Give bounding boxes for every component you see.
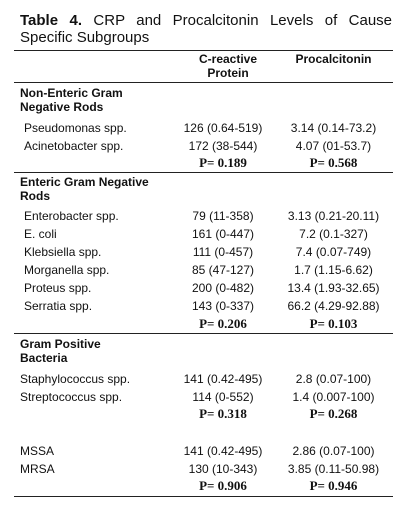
row-crp: 172 (38-544)	[188, 139, 258, 153]
p-value-pct: P= 0.946	[309, 478, 358, 493]
row-pct: 3.14 (0.14-73.2)	[290, 121, 377, 135]
row-name: Staphylococcus spp.	[20, 372, 131, 386]
row-crp: 79 (11-358)	[192, 209, 254, 223]
table-caption	[20, 12, 392, 46]
table-label: Table 4.	[20, 12, 82, 29]
row-pct: 3.85 (0.11-50.98)	[287, 462, 380, 476]
row-pct: 2.8 (0.07-100)	[295, 372, 372, 386]
row-pct: 1.4 (0.007-100)	[292, 390, 375, 404]
row-pct: 7.2 (0.1-327)	[299, 227, 368, 241]
row-name: MRSA	[20, 462, 55, 476]
row-crp: 130 (10-343)	[188, 462, 258, 476]
row-name: Klebsiella spp.	[24, 245, 102, 259]
row-pct: 1.7 (1.15-6.62)	[294, 263, 373, 277]
table-title: CRP and Procalcitonin Levels of Cause Specific Subgroups	[20, 12, 393, 46]
p-value-pct: P= 0.103	[309, 316, 358, 331]
row-pct: 7.4 (0.07-749)	[295, 245, 372, 259]
bottom-rule	[14, 496, 393, 497]
row-pct: 2.86 (0.07-100)	[292, 444, 375, 458]
p-value-crp: P= 0.318	[199, 406, 247, 421]
row-name: Enterobacter spp.	[24, 209, 119, 223]
group-rule	[14, 172, 393, 173]
row-crp: 111 (0-457)	[192, 245, 254, 259]
row-pct: 13.4 (1.93-32.65)	[287, 281, 380, 295]
row-crp: 141 (0.42-495)	[183, 372, 263, 386]
row-name: Streptococcus spp.	[20, 390, 123, 404]
row-crp: 126 (0.64-519)	[183, 121, 263, 135]
p-value-crp: P= 0.189	[199, 155, 247, 170]
p-value-crp: P= 0.906	[199, 478, 247, 493]
p-value-pct: P= 0.568	[309, 155, 358, 170]
row-crp: 141 (0.42-495)	[183, 444, 263, 458]
p-value-pct: P= 0.268	[309, 406, 358, 421]
row-crp: 161 (0-447)	[191, 227, 255, 241]
row-name: MSSA	[20, 444, 55, 458]
header-procalcitonin: Procalcitonin	[295, 52, 372, 66]
top-rule	[14, 50, 393, 51]
row-name: Proteus spp.	[24, 281, 92, 295]
group-title-non-enteric: Non-Enteric Gram Negative Rods	[20, 86, 123, 114]
row-crp: 114 (0-552)	[192, 390, 254, 404]
row-crp: 200 (0-482)	[191, 281, 255, 295]
group-rule	[14, 333, 393, 334]
p-value-crp: P= 0.206	[199, 316, 247, 331]
group-title-gram-positive: Gram Positive Bacteria	[20, 337, 101, 365]
row-name: Acinetobacter spp.	[24, 139, 124, 153]
group-title-enteric: Enteric Gram Negative Rods	[20, 175, 149, 203]
row-crp: 85 (47-127)	[191, 263, 255, 277]
header-rule	[14, 82, 393, 83]
row-name: Serratia spp.	[24, 299, 93, 313]
row-name: E. coli	[24, 227, 57, 241]
row-pct: 66.2 (4.29-92.88)	[287, 299, 380, 313]
row-crp: 143 (0-337)	[191, 299, 255, 313]
row-pct: 3.13 (0.21-20.11)	[287, 209, 380, 223]
row-pct: 4.07 (01-53.7)	[295, 139, 372, 153]
row-name: Morganella spp.	[24, 263, 110, 277]
header-crp: C-reactive Protein	[198, 52, 258, 80]
row-name: Pseudomonas spp.	[24, 121, 127, 135]
